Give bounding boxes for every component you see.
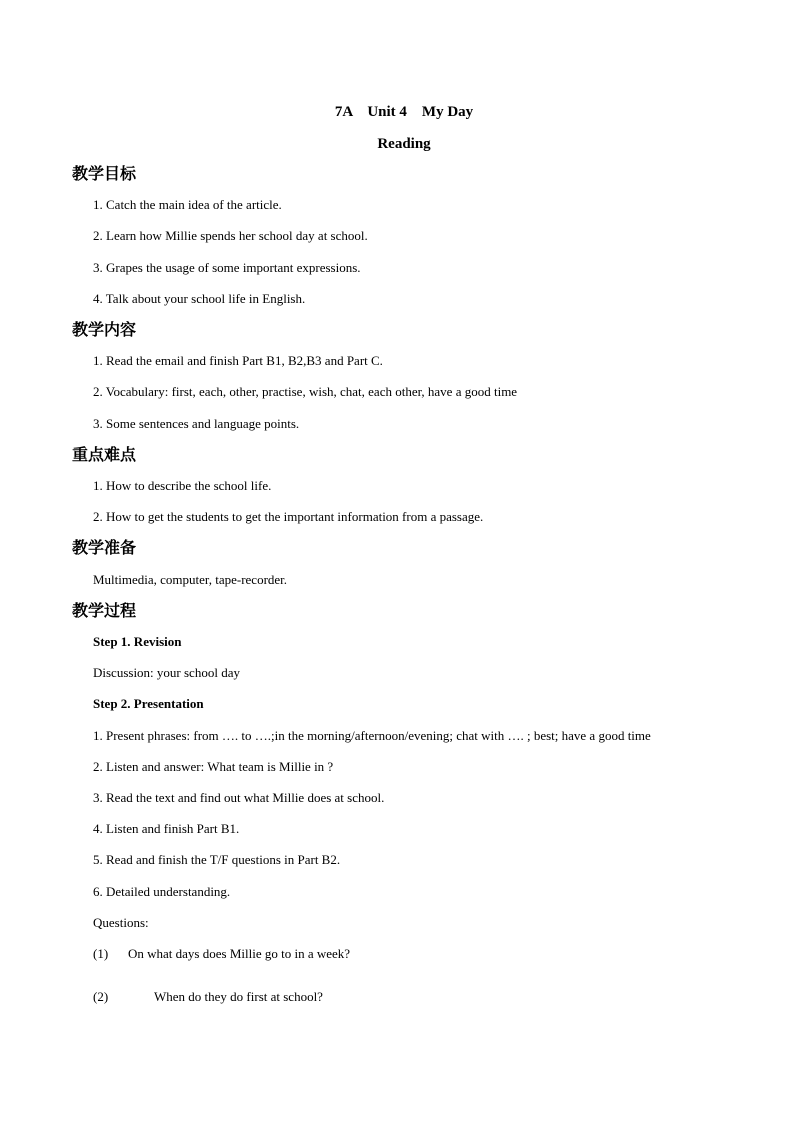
content-heading: 教学内容	[72, 320, 137, 339]
key-point-item: 2. How to get the students to get the important information from a passage.	[93, 509, 484, 524]
step2-item: 5. Read and finish the T/F questions in Part B2.	[93, 852, 341, 867]
document-subtitle: Reading	[377, 136, 431, 152]
process-heading: 教学过程	[72, 601, 137, 620]
step2-item: 1. Present phrases: from …. to ….;in the morning/afternoon/evening; chat with …. ; best; have a good time	[93, 728, 651, 743]
content-item: 1. Read the email and finish Part B1, B2,B3 and Part C.	[93, 353, 383, 368]
step2-item: 2. Listen and answer: What team is Millie in ?	[93, 759, 334, 774]
key-point-item: 1. How to describe the school life.	[93, 478, 272, 493]
step1-title: Step 1. Revision	[93, 634, 182, 649]
key-points-heading: 重点难点	[72, 445, 137, 464]
preparation-text: Multimedia, computer, tape-recorder.	[93, 572, 288, 587]
step2-item: 3. Read the text and find out what Millie does at school.	[93, 790, 385, 805]
objective-item: 2. Learn how Millie spends her school day at school.	[93, 228, 368, 243]
document-title: 7A Unit 4 My Day	[334, 104, 474, 120]
question-number: (1)	[93, 946, 109, 961]
questions-label: Questions:	[93, 915, 149, 930]
preparation-heading: 教学准备	[72, 538, 137, 557]
objective-item: 3. Grapes the usage of some important expressions.	[93, 260, 361, 275]
step1-text: Discussion: your school day	[93, 665, 240, 680]
objective-item: 4. Talk about your school life in English.	[93, 291, 306, 306]
step2-title: Step 2. Presentation	[93, 696, 204, 711]
question-text: On what days does Millie go to in a week?	[128, 946, 351, 961]
step2-item: 4. Listen and finish Part B1.	[93, 821, 240, 836]
objectives-heading: 教学目标	[72, 164, 137, 183]
content-item: 2. Vocabulary: first, each, other, practise, wish, chat, each other, have a good time	[93, 384, 518, 399]
question-text: When do they do first at school?	[154, 989, 323, 1004]
step2-item: 6. Detailed understanding.	[93, 884, 231, 899]
objective-item: 1. Catch the main idea of the article.	[93, 197, 282, 212]
question-number: (2)	[93, 989, 109, 1004]
content-item: 3. Some sentences and language points.	[93, 416, 300, 431]
